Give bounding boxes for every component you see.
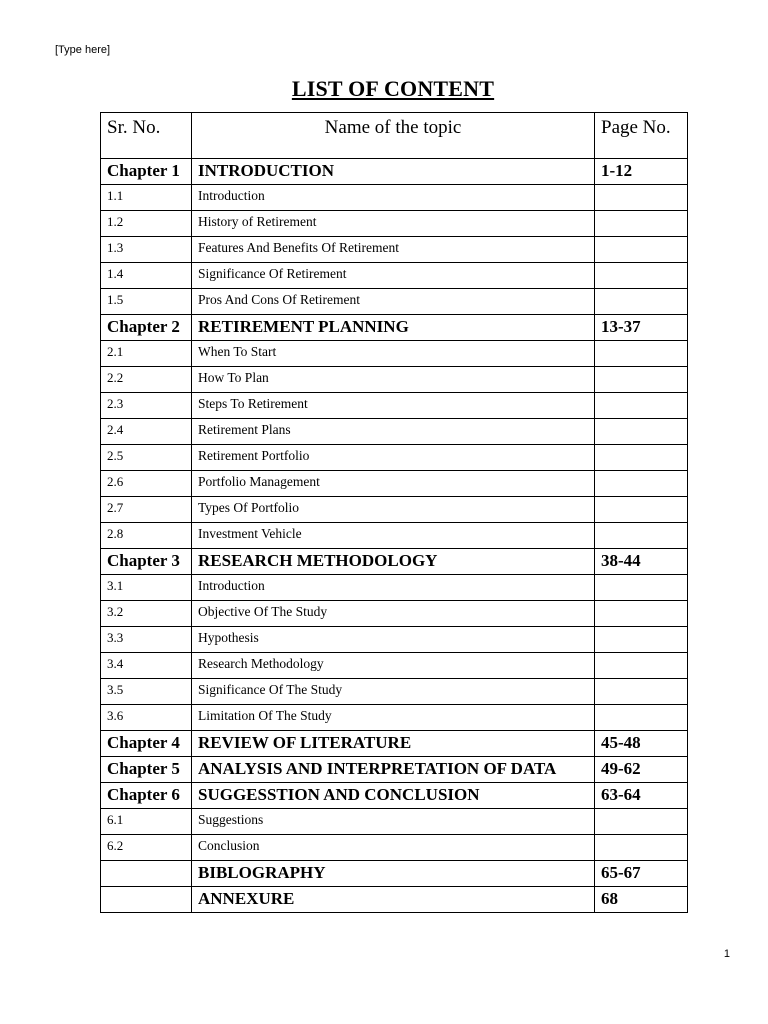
- page-no-cell: [595, 575, 688, 601]
- topic-cell: Pros And Cons Of Retirement: [192, 289, 595, 315]
- sr-no-cell: 6.1: [101, 809, 192, 835]
- sr-no-cell: [101, 861, 192, 887]
- contents-table-body: [101, 159, 688, 913]
- topic-cell: RESEARCH METHODOLOGY: [192, 549, 595, 575]
- sr-no-cell: 3.5: [101, 679, 192, 705]
- topic-cell: SUGGESSTION AND CONCLUSION: [192, 783, 595, 809]
- section-row: [101, 393, 688, 419]
- page-no-cell: [595, 809, 688, 835]
- section-row: [101, 211, 688, 237]
- sr-no-cell: 2.7: [101, 497, 192, 523]
- topic-cell: Portfolio Management: [192, 471, 595, 497]
- sr-no-cell: 3.2: [101, 601, 192, 627]
- sr-no-cell: 1.4: [101, 263, 192, 289]
- page-no-cell: [595, 523, 688, 549]
- topic-cell: REVIEW OF LITERATURE: [192, 731, 595, 757]
- topic-cell: ANALYSIS AND INTERPRETATION OF DATA: [192, 757, 595, 783]
- topic-cell: Types Of Portfolio: [192, 497, 595, 523]
- sr-no-cell: 3.6: [101, 705, 192, 731]
- page-no-cell: [595, 341, 688, 367]
- section-row: [101, 705, 688, 731]
- section-row: [101, 497, 688, 523]
- topic-cell: Steps To Retirement: [192, 393, 595, 419]
- section-row: [101, 445, 688, 471]
- section-row: [101, 367, 688, 393]
- section-row: [101, 237, 688, 263]
- topic-cell: INTRODUCTION: [192, 159, 595, 185]
- page-title: LIST OF CONTENT: [291, 76, 495, 101]
- chapter-row: [101, 731, 688, 757]
- topic-cell: Objective Of The Study: [192, 601, 595, 627]
- topic-cell: ANNEXURE: [192, 887, 595, 913]
- sr-no-cell: [101, 887, 192, 913]
- section-row: [101, 653, 688, 679]
- chapter-row: [101, 757, 688, 783]
- sr-no-cell: 2.6: [101, 471, 192, 497]
- sr-no-cell: 1.5: [101, 289, 192, 315]
- contents-table: [100, 112, 688, 913]
- section-row: [101, 419, 688, 445]
- page-no-cell: [595, 263, 688, 289]
- sr-no-cell: Chapter 2: [101, 315, 192, 341]
- page-no-cell: [595, 419, 688, 445]
- topic-cell: Hypothesis: [192, 627, 595, 653]
- sr-no-cell: 3.4: [101, 653, 192, 679]
- topic-cell: Significance Of The Study: [192, 679, 595, 705]
- page-no-cell: 38-44: [595, 549, 688, 575]
- page-no-cell: 68: [595, 887, 688, 913]
- section-row: [101, 263, 688, 289]
- page-no-cell: 45-48: [595, 731, 688, 757]
- sr-no-cell: 3.1: [101, 575, 192, 601]
- topic-cell: Introduction: [192, 185, 595, 211]
- page-no-cell: 13-37: [595, 315, 688, 341]
- topic-cell: Retirement Plans: [192, 419, 595, 445]
- column-header-topic: Name of the topic: [192, 113, 595, 159]
- chapter-row: [101, 887, 688, 913]
- topic-cell: How To Plan: [192, 367, 595, 393]
- sr-no-cell: 2.5: [101, 445, 192, 471]
- page-no-cell: [595, 471, 688, 497]
- section-row: [101, 289, 688, 315]
- topic-cell: Investment Vehicle: [192, 523, 595, 549]
- sr-no-cell: 2.1: [101, 341, 192, 367]
- topic-cell: Significance Of Retirement: [192, 263, 595, 289]
- section-row: [101, 835, 688, 861]
- section-row: [101, 341, 688, 367]
- topic-cell: Research Methodology: [192, 653, 595, 679]
- page-number: 1: [723, 948, 730, 960]
- topic-cell: RETIREMENT PLANNING: [192, 315, 595, 341]
- section-row: [101, 185, 688, 211]
- page-no-cell: [595, 497, 688, 523]
- page-no-cell: [595, 445, 688, 471]
- topic-cell: Retirement Portfolio: [192, 445, 595, 471]
- page-no-cell: [595, 653, 688, 679]
- page-no-cell: [595, 211, 688, 237]
- page-no-cell: [595, 705, 688, 731]
- sr-no-cell: 1.3: [101, 237, 192, 263]
- topic-cell: History of Retirement: [192, 211, 595, 237]
- sr-no-cell: Chapter 3: [101, 549, 192, 575]
- sr-no-cell: 1.2: [101, 211, 192, 237]
- section-row: [101, 601, 688, 627]
- column-header-page-no: Page No.: [595, 113, 688, 159]
- chapter-row: [101, 783, 688, 809]
- page-no-cell: [595, 289, 688, 315]
- topic-cell: Features And Benefits Of Retirement: [192, 237, 595, 263]
- page-no-cell: 49-62: [595, 757, 688, 783]
- page-no-cell: [595, 601, 688, 627]
- page-no-cell: [595, 185, 688, 211]
- page-no-cell: 1-12: [595, 159, 688, 185]
- page-no-cell: [595, 627, 688, 653]
- topic-cell: When To Start: [192, 341, 595, 367]
- table-header-row: [101, 113, 688, 159]
- sr-no-cell: Chapter 6: [101, 783, 192, 809]
- sr-no-cell: Chapter 1: [101, 159, 192, 185]
- page-no-cell: [595, 835, 688, 861]
- section-row: [101, 627, 688, 653]
- sr-no-cell: 1.1: [101, 185, 192, 211]
- topic-cell: Limitation Of The Study: [192, 705, 595, 731]
- sr-no-cell: 2.3: [101, 393, 192, 419]
- page-no-cell: [595, 679, 688, 705]
- chapter-row: [101, 549, 688, 575]
- chapter-row: [101, 315, 688, 341]
- sr-no-cell: 2.8: [101, 523, 192, 549]
- section-row: [101, 575, 688, 601]
- page-no-cell: [595, 367, 688, 393]
- topic-cell: Introduction: [192, 575, 595, 601]
- section-row: [101, 471, 688, 497]
- sr-no-cell: 3.3: [101, 627, 192, 653]
- page-no-cell: 63-64: [595, 783, 688, 809]
- sr-no-cell: Chapter 5: [101, 757, 192, 783]
- sr-no-cell: 6.2: [101, 835, 192, 861]
- page-no-cell: 65-67: [595, 861, 688, 887]
- chapter-row: [101, 861, 688, 887]
- sr-no-cell: Chapter 4: [101, 731, 192, 757]
- topic-cell: Conclusion: [192, 835, 595, 861]
- header-placeholder: [Type here]: [55, 44, 111, 56]
- topic-cell: BIBLOGRAPHY: [192, 861, 595, 887]
- section-row: [101, 523, 688, 549]
- topic-cell: Suggestions: [192, 809, 595, 835]
- chapter-row: [101, 159, 688, 185]
- column-header-sr-no: Sr. No.: [101, 113, 192, 159]
- sr-no-cell: 2.2: [101, 367, 192, 393]
- section-row: [101, 809, 688, 835]
- page-no-cell: [595, 237, 688, 263]
- section-row: [101, 679, 688, 705]
- page-no-cell: [595, 393, 688, 419]
- sr-no-cell: 2.4: [101, 419, 192, 445]
